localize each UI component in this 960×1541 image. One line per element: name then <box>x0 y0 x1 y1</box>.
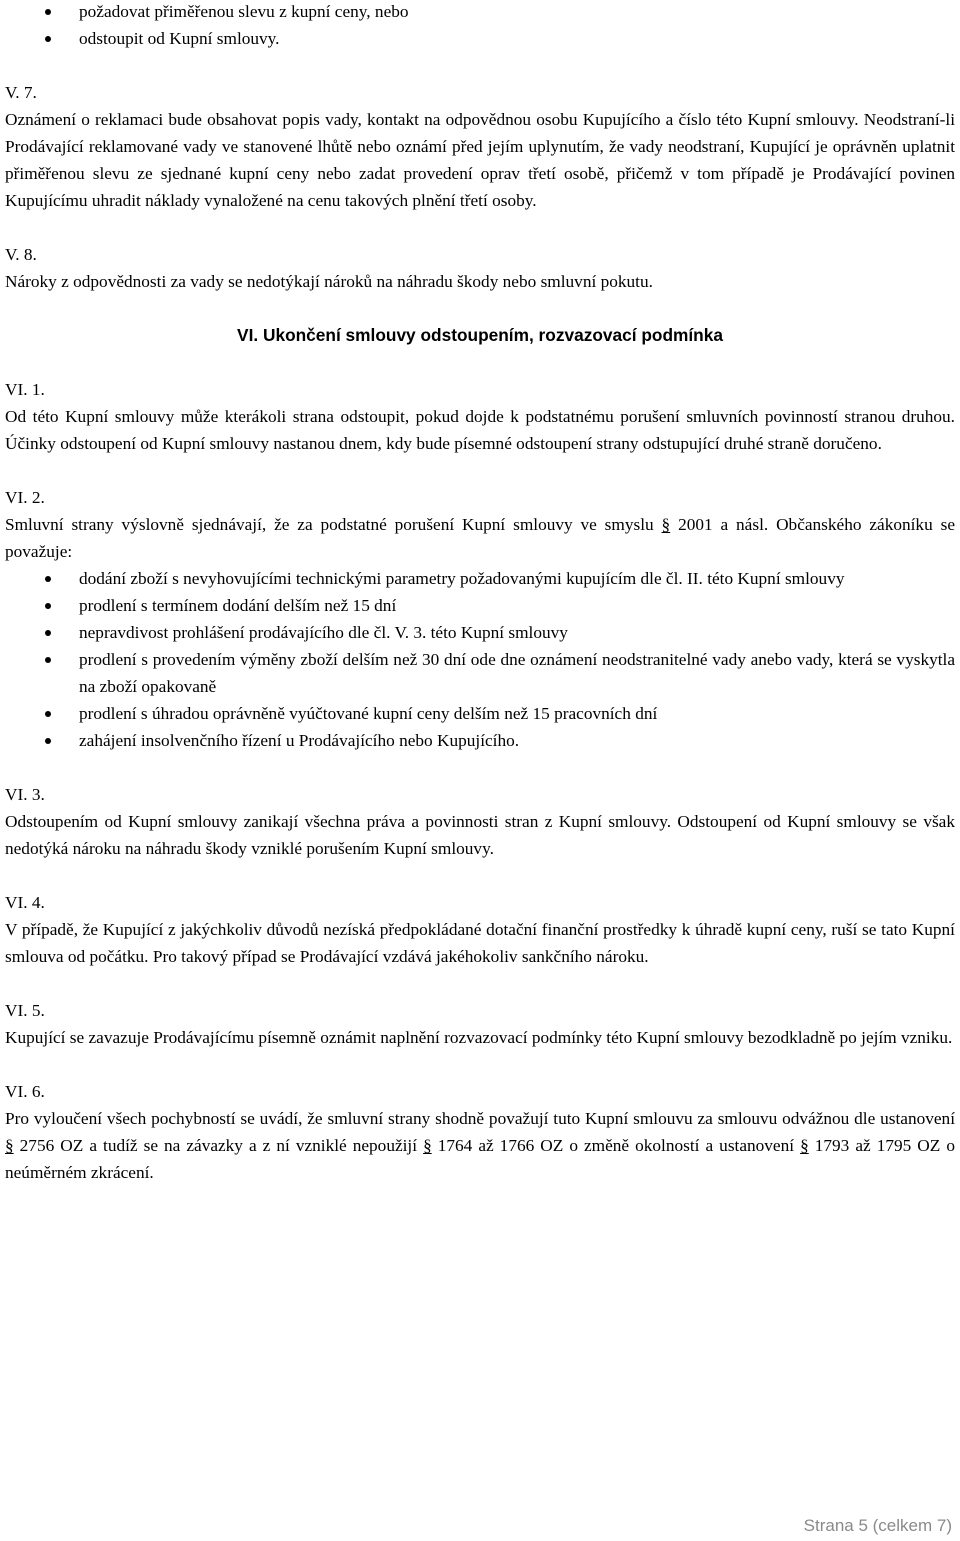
bullet-icon <box>45 630 51 636</box>
section-number-vi3: VI. 3. <box>5 785 45 804</box>
section-number-vi2: VI. 2. <box>5 488 45 507</box>
paragraph-sign: § <box>5 1136 14 1155</box>
section-text-v8: Nároky z odpovědnosti za vady se nedotýkají nároků na náhradu škody nebo smluvní pokutu. <box>5 272 653 291</box>
bullet-icon <box>45 603 51 609</box>
list-item: dodání zboží s nevyhovujícími technickými parametry požadovanými kupujícím dle čl. II. této Kupní smlouvy <box>5 565 955 592</box>
section-number-v8: V. 8. <box>5 245 37 264</box>
bullet-icon <box>45 576 51 582</box>
document-page <box>5 0 955 1186</box>
list-item: zahájení insolvenčního řízení u Prodávajícího nebo Kupujícího. <box>5 727 955 754</box>
list-item: prodlení s provedením výměny zboží delším než 30 dní ode dne oznámení neodstranitelné vady anebo vady, která se vyskytla na zboží opakovaně <box>5 646 955 700</box>
section-number-vi1: VI. 1. <box>5 380 45 399</box>
section-number-vi5: VI. 5. <box>5 1001 45 1020</box>
section-text-v7: Oznámení o reklamaci bude obsahovat popis vady, kontakt na odpovědnou osobu Kupujícího a číslo této Kupní smlouvy. Neodstraní-li Prodávající reklamované vady ve stanovené lhůtě nebo oznámí před jejím uplynutím, že vady neodstraní, Kupující je oprávněn uplatnit přiměřenou slevu ze sjednané kupní ceny nebo zadat provedení oprav třetí osobě, přičemž v tom případě je Prodávající povinen Kupujícímu uhradit náklady vynaložené na cenu takových plnění třetí osoby. <box>5 110 955 210</box>
bullet-icon <box>45 711 51 717</box>
bullet-icon <box>45 738 51 744</box>
list-item: požadovat přiměřenou slevu z kupní ceny, nebo <box>5 0 955 25</box>
list-item: prodlení s úhradou oprávněně vyúčtované kupní ceny delším než 15 pracovních dní <box>5 700 955 727</box>
section-heading-vi: VI. Ukončení smlouvy odstoupením, rozvazovací podmínka <box>237 325 723 345</box>
list-item: nepravdivost prohlášení prodávajícího dle čl. V. 3. této Kupní smlouvy <box>5 619 955 646</box>
section-number-vi6: VI. 6. <box>5 1082 45 1101</box>
section-text-vi5: Kupující se zavazuje Prodávajícímu písemně oznámit naplnění rozvazovací podmínky této Kupní smlouvy bezodkladně po jejím vzniku. <box>5 1028 953 1047</box>
paragraph-sign: § <box>661 515 671 534</box>
page-number-footer: Strana 5 (celkem 7) <box>803 1516 952 1535</box>
section-text-vi4: V případě, že Kupující z jakýchkoliv důvodů nezíská předpokládané dotační finanční prostředky k úhradě kupní ceny, ruší se tato Kupní smlouva od počátku. Pro takový případ se Prodávající vzdává jakéhokoliv sankčního nároku. <box>5 920 955 966</box>
section-text-vi3: Odstoupením od Kupní smlouvy zanikají všechna práva a povinnosti stran z Kupní smlouvy. Odstoupení od Kupní smlouvy se však nedotýká nároku na náhradu škody vzniklé porušením Kupní smlouvy. <box>5 812 955 858</box>
list-item: prodlení s termínem dodání delším než 15 dní <box>5 592 955 619</box>
bullet-list-vi2 <box>5 565 955 754</box>
bullet-list-top <box>5 0 955 52</box>
paragraph-sign: § <box>800 1136 809 1155</box>
section-number-v7: V. 7. <box>5 83 37 102</box>
section-text-vi1: Od této Kupní smlouvy může kterákoli strana odstoupit, pokud dojde k podstatnému porušení smluvních povinností stranou druhou. Účinky odstoupení od Kupní smlouvy nastanou dnem, kdy bude písemné odstoupení strany odstupující druhé straně doručeno. <box>5 407 955 453</box>
list-item: odstoupit od Kupní smlouvy. <box>5 25 955 52</box>
bullet-icon <box>45 657 51 663</box>
section-text-vi6: Pro vyloučení všech pochybností se uvádí, že smluvní strany shodně považují tuto Kupní smlouvu za smlouvu odvážnou dle ustanovení § 2756 OZ a tudíž se na závazky a z ní vzniklé nepoužijí § 1764 až 1766 OZ o změně okolností a ustanovení § 1793 až 1795 OZ o neúměrném zkrácení. <box>5 1109 955 1182</box>
bullet-icon <box>45 36 51 42</box>
bullet-icon <box>45 9 51 15</box>
paragraph-sign: § <box>423 1136 432 1155</box>
section-text-vi2: Smluvní strany výslovně sjednávají, že za podstatné porušení Kupní smlouvy ve smyslu § 2001 a násl. Občanského zákoníku se považuje: <box>5 511 955 565</box>
section-number-vi4: VI. 4. <box>5 893 45 912</box>
